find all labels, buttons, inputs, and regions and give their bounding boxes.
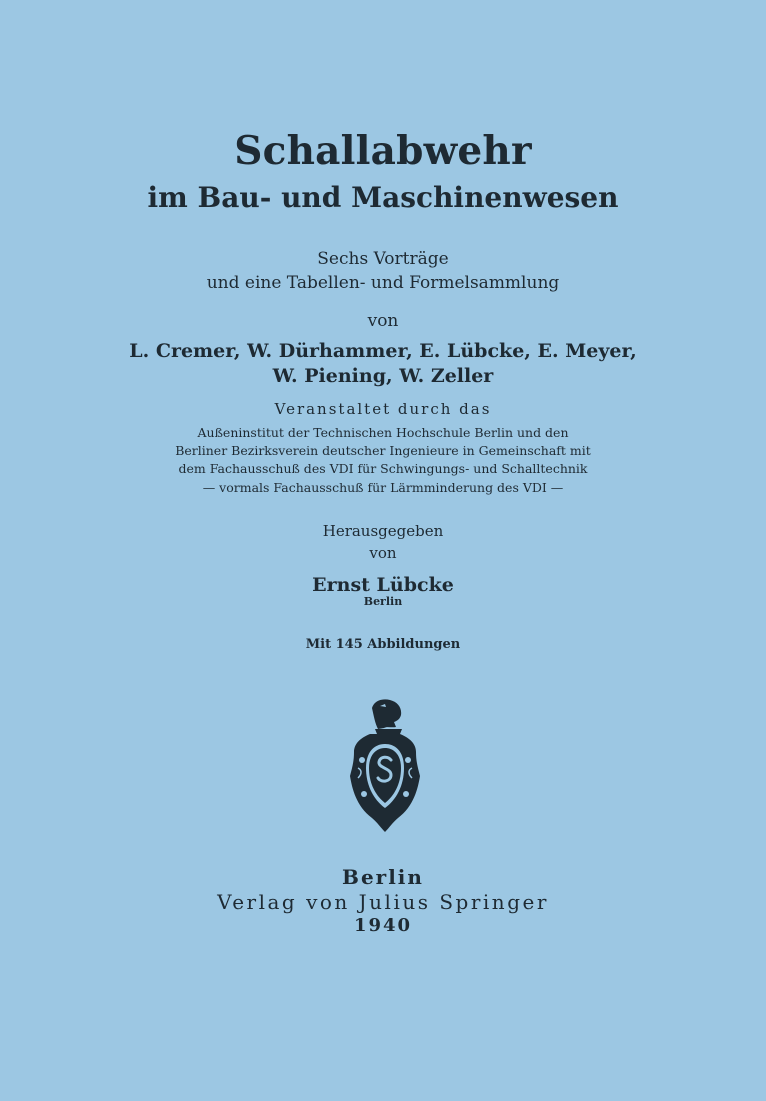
info-line-1: Sechs Vorträge [317, 249, 449, 269]
authors-line-2: W. Piening, W. Zeller [272, 365, 494, 387]
institution-line-2: Berliner Bezirksverein deutscher Ingenieure in Gemeinschaft mit [175, 443, 591, 458]
figures-count: Mit 145 Abbildungen [305, 637, 461, 652]
institution-line-1: Außeninstitut der Technischen Hochschule Berlin und den [197, 425, 569, 440]
editor-city: Berlin [363, 595, 403, 608]
publication-year: 1940 [353, 915, 413, 936]
institution-line-3: dem Fachausschuß des VDI für Schwingungs- und Schalltechnik [178, 461, 588, 476]
publisher-name: Verlag von Julius Springer [217, 890, 549, 914]
publication-city: Berlin [342, 865, 424, 889]
editor-by-label: von [369, 544, 397, 562]
book-title: Schallabwehr [234, 128, 532, 174]
info-line-2: und eine Tabellen- und Formelsammlung [206, 273, 560, 293]
authors-line-1: L. Cremer, W. Dürhammer, E. Lübcke, E. Meyer, [129, 340, 637, 362]
organized-by-label: Veranstaltet durch das [274, 400, 492, 418]
springer-knight-icon [344, 698, 426, 838]
editor-name: Ernst Lübcke [312, 574, 454, 596]
book-subtitle: im Bau- und Maschinenwesen [147, 181, 619, 214]
edited-by-label: Herausgegeben [322, 522, 444, 540]
institution-line-4: — vormals Fachausschuß für Lärmminderung des VDI — [202, 480, 564, 495]
by-label: von [367, 311, 399, 331]
